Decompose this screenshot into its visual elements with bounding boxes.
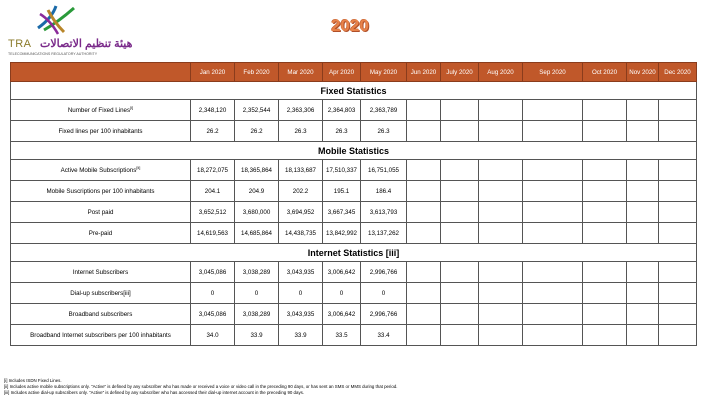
value-cell: 14,438,735 (279, 223, 323, 244)
value-cell (659, 223, 697, 244)
month-header: Apr 2020 (323, 63, 361, 82)
value-cell (407, 283, 441, 304)
value-cell (523, 100, 583, 121)
value-cell (523, 325, 583, 346)
value-cell: 186.4 (361, 181, 407, 202)
value-cell: 0 (191, 283, 235, 304)
table-row (11, 160, 697, 181)
value-cell (523, 283, 583, 304)
table-header-row (11, 63, 697, 82)
value-cell (627, 223, 659, 244)
row-label-text: Fixed lines per 100 inhabitants (58, 127, 143, 135)
value-cell (407, 262, 441, 283)
value-cell: 2,348,120 (191, 100, 235, 121)
row-label-text: Pre-paid (88, 229, 113, 237)
row-label (11, 202, 191, 223)
page-title: 2020 (331, 16, 369, 35)
value-cell: 2,996,766 (361, 262, 407, 283)
value-cell (407, 181, 441, 202)
value-cell: 33.4 (361, 325, 407, 346)
value-cell: 18,272,075 (191, 160, 235, 181)
footnote: [iii] Includes active dial-up subscribers only. "Active" is defined by any subscriber who has accessed their dial-up internet account in the preceding 90 days. (4, 390, 305, 395)
value-cell (407, 202, 441, 223)
row-label-text: Number of Fixed Lines (67, 107, 131, 115)
value-cell (407, 160, 441, 181)
value-cell (659, 121, 697, 142)
value-cell (407, 223, 441, 244)
table-row (11, 223, 697, 244)
footnote: [i] Includes ISDN Fixed Lines. (4, 378, 62, 383)
value-cell: 0 (323, 283, 361, 304)
value-cell (583, 223, 627, 244)
value-cell (627, 181, 659, 202)
value-cell (441, 202, 479, 223)
table-row (11, 181, 697, 202)
value-cell (523, 121, 583, 142)
value-cell (523, 304, 583, 325)
value-cell (583, 304, 627, 325)
logo-arabic-text: هيئة تنظيم الاتصالات (40, 38, 133, 50)
value-cell (407, 325, 441, 346)
value-cell: 2,363,789 (361, 100, 407, 121)
table-row (11, 262, 697, 283)
section-header-row (11, 142, 697, 160)
value-cell: 14,619,563 (191, 223, 235, 244)
value-cell: 26.3 (323, 121, 361, 142)
value-cell (583, 100, 627, 121)
value-cell (583, 160, 627, 181)
value-cell (523, 262, 583, 283)
value-cell: 2,352,544 (235, 100, 279, 121)
value-cell: 3,045,086 (191, 262, 235, 283)
value-cell (659, 181, 697, 202)
value-cell (627, 262, 659, 283)
row-label (11, 223, 191, 244)
row-label-text: Mobile Suscriptions per 100 inhabitants (46, 187, 155, 195)
row-label (11, 283, 191, 304)
value-cell (583, 283, 627, 304)
value-cell: 195.1 (323, 181, 361, 202)
row-label-text: Internet Subscribers (72, 268, 129, 276)
value-cell: 3,038,289 (235, 304, 279, 325)
value-cell: 2,364,803 (323, 100, 361, 121)
value-cell: 2,996,766 (361, 304, 407, 325)
statistics-table (10, 62, 697, 346)
value-cell: 26.3 (279, 121, 323, 142)
value-cell: 204.1 (191, 181, 235, 202)
value-cell (441, 181, 479, 202)
table-row (11, 100, 697, 121)
month-header: Dec 2020 (659, 63, 697, 82)
row-label-text: Active Mobile Subscriptions (60, 167, 137, 175)
value-cell (659, 283, 697, 304)
month-header: Jan 2020 (191, 63, 235, 82)
table-row (11, 304, 697, 325)
footnote-ref: [ii] (136, 165, 141, 171)
month-header: Jun 2020 (407, 63, 441, 82)
value-cell: 204.9 (235, 181, 279, 202)
value-cell: 3,045,086 (191, 304, 235, 325)
value-cell (627, 100, 659, 121)
value-cell (479, 121, 523, 142)
row-label (11, 304, 191, 325)
section-header-row (11, 244, 697, 262)
value-cell: 3,613,793 (361, 202, 407, 223)
value-cell: 2,363,306 (279, 100, 323, 121)
table-row (11, 202, 697, 223)
value-cell (659, 304, 697, 325)
value-cell: 26.2 (191, 121, 235, 142)
month-header: May 2020 (361, 63, 407, 82)
value-cell (583, 262, 627, 283)
month-header: Oct 2020 (583, 63, 627, 82)
row-label (11, 100, 191, 121)
value-cell (441, 160, 479, 181)
value-cell (479, 262, 523, 283)
value-cell (441, 223, 479, 244)
value-cell (523, 160, 583, 181)
row-label-text: Broadband subscribers (68, 310, 133, 318)
value-cell (627, 283, 659, 304)
logo-english-text: TELECOMMUNICATIONS REGULATORY AUTHORITY (8, 52, 98, 56)
value-cell: 0 (235, 283, 279, 304)
value-cell: 202.2 (279, 181, 323, 202)
value-cell: 26.3 (361, 121, 407, 142)
row-label-text: Post paid (87, 208, 114, 216)
value-cell (627, 202, 659, 223)
value-cell (583, 181, 627, 202)
value-cell (441, 262, 479, 283)
month-header: July 2020 (441, 63, 479, 82)
tra-logo-mark-icon (34, 4, 84, 36)
table-row (11, 121, 697, 142)
value-cell: 3,667,345 (323, 202, 361, 223)
value-cell (479, 325, 523, 346)
row-label (11, 262, 191, 283)
section-title: Internet Statistics [iii] (11, 244, 697, 262)
tra-logo (8, 4, 148, 60)
footnotes (4, 378, 398, 396)
value-cell (659, 100, 697, 121)
value-cell (523, 181, 583, 202)
value-cell: 3,006,642 (323, 262, 361, 283)
value-cell: 18,133,687 (279, 160, 323, 181)
month-header: Sep 2020 (523, 63, 583, 82)
value-cell (479, 160, 523, 181)
value-cell: 14,685,864 (235, 223, 279, 244)
value-cell (523, 202, 583, 223)
row-label (11, 160, 191, 181)
header-blank (11, 63, 191, 82)
value-cell (627, 121, 659, 142)
value-cell: 13,137,262 (361, 223, 407, 244)
value-cell: 3,652,512 (191, 202, 235, 223)
value-cell: 3,038,289 (235, 262, 279, 283)
footnote-ref: [i] (130, 105, 134, 111)
section-header-row (11, 82, 697, 100)
value-cell: 3,006,642 (323, 304, 361, 325)
row-label (11, 121, 191, 142)
month-header: Aug 2020 (479, 63, 523, 82)
value-cell (627, 304, 659, 325)
value-cell: 3,043,935 (279, 262, 323, 283)
value-cell (659, 325, 697, 346)
month-header: Mar 2020 (279, 63, 323, 82)
value-cell: 34.0 (191, 325, 235, 346)
value-cell: 3,680,000 (235, 202, 279, 223)
section-title: Fixed Statistics (11, 82, 697, 100)
value-cell (659, 262, 697, 283)
value-cell (523, 223, 583, 244)
value-cell (627, 160, 659, 181)
value-cell (659, 160, 697, 181)
value-cell (441, 325, 479, 346)
value-cell: 17,510,337 (323, 160, 361, 181)
value-cell: 33.9 (279, 325, 323, 346)
value-cell (583, 202, 627, 223)
value-cell (479, 100, 523, 121)
footnote: [ii] Includes active mobile subscriptions only. "Active" is defined by any subscriber who has made or received a voice or video call in the preceding 90 days, or has sent an SMS or MMS during that period. (4, 384, 398, 389)
value-cell (659, 202, 697, 223)
value-cell: 3,694,952 (279, 202, 323, 223)
month-header: Feb 2020 (235, 63, 279, 82)
value-cell (407, 100, 441, 121)
value-cell: 0 (361, 283, 407, 304)
value-cell: 33.9 (235, 325, 279, 346)
value-cell (479, 181, 523, 202)
value-cell: 18,365,864 (235, 160, 279, 181)
value-cell (479, 304, 523, 325)
value-cell (441, 283, 479, 304)
value-cell (479, 283, 523, 304)
value-cell (441, 121, 479, 142)
value-cell (583, 325, 627, 346)
month-header: Nov 2020 (627, 63, 659, 82)
row-label (11, 181, 191, 202)
table-row (11, 325, 697, 346)
value-cell (441, 304, 479, 325)
value-cell: 13,842,992 (323, 223, 361, 244)
value-cell (583, 121, 627, 142)
value-cell: 16,751,055 (361, 160, 407, 181)
value-cell (441, 100, 479, 121)
row-label-text: Dial-up subscribers[iii] (70, 289, 131, 297)
logo-tra-text: TRA (8, 38, 32, 50)
section-title: Mobile Statistics (11, 142, 697, 160)
row-label (11, 325, 191, 346)
value-cell: 33.5 (323, 325, 361, 346)
value-cell: 0 (279, 283, 323, 304)
value-cell (479, 223, 523, 244)
value-cell (479, 202, 523, 223)
row-label-text: Broadband Internet subscribers per 100 inhabitants (30, 331, 171, 339)
value-cell (627, 325, 659, 346)
table-row (11, 283, 697, 304)
value-cell (407, 121, 441, 142)
value-cell: 26.2 (235, 121, 279, 142)
value-cell (407, 304, 441, 325)
value-cell: 3,043,935 (279, 304, 323, 325)
